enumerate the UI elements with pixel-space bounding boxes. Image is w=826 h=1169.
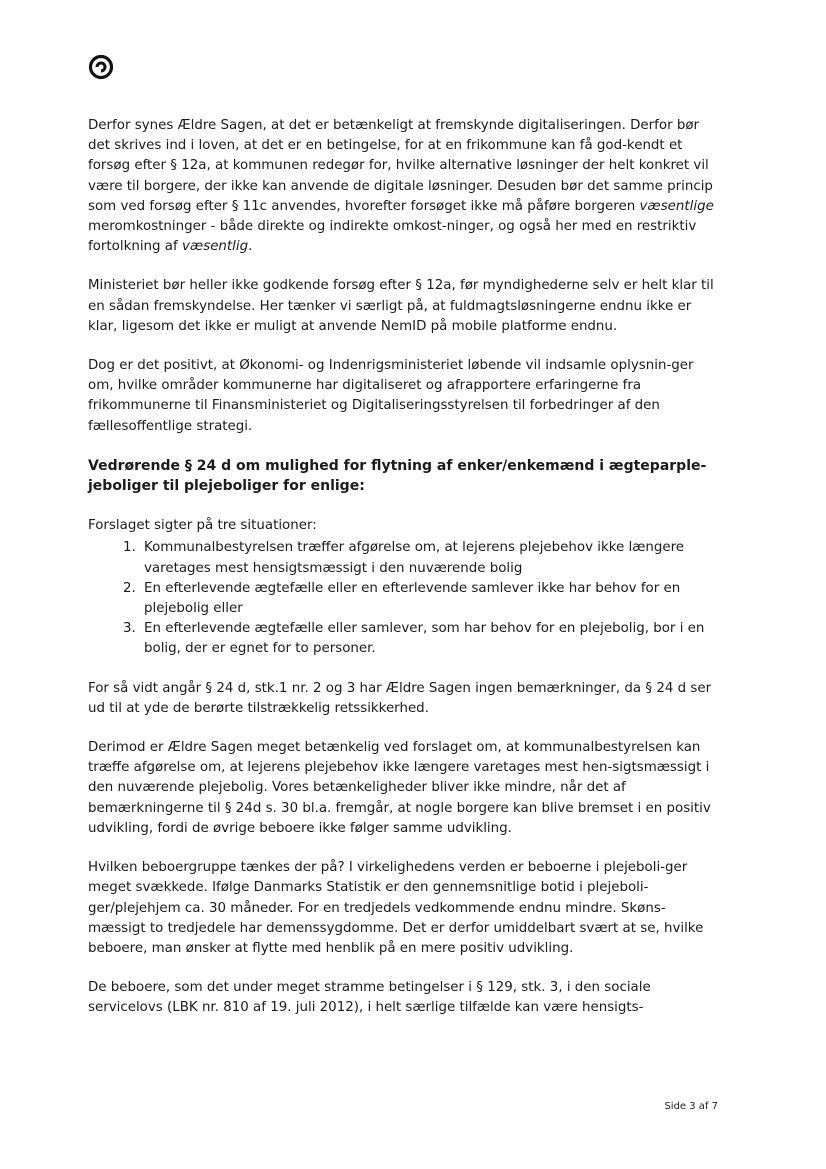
paragraph-derimod: Derimod er Ældre Sagen meget betænkelig ved forslaget om, at kommunalbestyrelsen kan træffe afgørelse om, at lejerens plejebehov ikke længere varetages mest hen-sigtsmæssigt i den nuværende plejebolig. Vores betænkeligheder bliver ikke mindre, når det af bemærkningerne til § 24d s. 30 bl.a. fremgår, at nogle borgere kan blive bremset i en positiv udvikling, fordi de øvrige beboere ikke følger samme udvikling. (88, 740, 711, 836)
letter-body (88, 116, 714, 1038)
paragraph-intro: Forslaget sigter på tre situationer: (88, 518, 317, 534)
paragraph-beboergruppe: Hvilken beboergruppe tænkes der på? I virkelighedens verden er beboerne i plejeboli-ger meget svækkede. Ifølge Danmarks Statistik er den gennemsnitlige botid i plejeboli-ger/plejehjem ca. 30 måneder. For en tredjedels vedkommende endnu mindre. Skøns-mæssigt to tredjedele har demenssygdomme. Det er derfor umiddelbart svært at se, hvilke beboere, man ønsker at flytte med henblik på en mere positiv udvikling. (88, 860, 704, 956)
situation-list (88, 538, 714, 659)
spiral-logo-icon (88, 54, 114, 80)
paragraph-digitalisering (88, 116, 714, 257)
section-heading: Vedrørende § 24 d om mulighed for flytning af enker/enkemænd i ægteparple-jeboliger til plejeboliger for enlige: (88, 457, 707, 495)
page-number: Side 3 af 7 (664, 1101, 718, 1112)
list-item: 1. Kommunalbestyrelsen træffer afgørelse om, at lejerens plejebehov ikke længere varetages mest hensigtsmæssigt i den nuværende bolig (140, 538, 714, 578)
list-item: 2. En efterlevende ægtefælle eller en efterlevende samlever ikke har behov for en plejebolig eller (140, 579, 714, 619)
paragraph-stk1: For så vidt angår § 24 d, stk.1 nr. 2 og 3 har Ældre Sagen ingen bemærkninger, da § 24 d ser ud til at yde de berørte tilstrækkelig retssikkerhed. (88, 680, 712, 716)
list-item: 3. En efterlevende ægtefælle eller samlever, som har behov for en plejebolig, bor i en bolig, der er egnet for to personer. (140, 619, 714, 659)
emphasis-text: væsentlige (639, 198, 714, 214)
paragraph-beboere: De beboere, som det under meget stramme betingelser i § 129, stk. 3, i den sociale servicelovs (LBK nr. 810 af 19. juli 2012), i helt særlige tilfælde kan være hensigts- (88, 980, 651, 1016)
paragraph-positivt: Dog er det positivt, at Økonomi- og Indenrigsministeriet løbende vil indsamle oplysnin-ger om, hvilke områder kommunerne har digitaliseret og afrapportere erfaringerne fra frikommunerne til Finansministeriet og Digitaliseringsstyrelsen til forbedringer af den fællesoffentlige strategi. (88, 358, 694, 434)
emphasis-text: væsentlig (181, 239, 249, 255)
paragraph-text: meromkostninger - både direkte og indirekte omkost-ninger, og også her med en restriktiv fortolkning af (88, 219, 697, 255)
paragraph-text: . (248, 239, 253, 255)
paragraph-text: Derfor synes Ældre Sagen, at det er betænkeligt at fremskynde digitaliseringen. Derfor bør det skrives ind i loven, at det er en betingelse, for at en frikommune kan få god-kendt et forsøg efter § 12a, at kommunen redegør for, hvilke alternative løsninger der helt konkret vil være til borgere, der ikke kan anvende de digitale løsninger. Desuden bør det samme princip som ved forsøg efter § 11c anvendes, hvorefter forsøget ikke må påføre borgeren (88, 118, 713, 214)
paragraph-ministeriet: Ministeriet bør heller ikke godkende forsøg efter § 12a, før myndighederne selv er helt klar til en sådan fremskyndelse. Her tænker vi særligt på, at fuldmagtsløsningerne endnu ikke er klar, ligesom det ikke er muligt at anvende NemID på mobile platforme endnu. (88, 278, 714, 334)
